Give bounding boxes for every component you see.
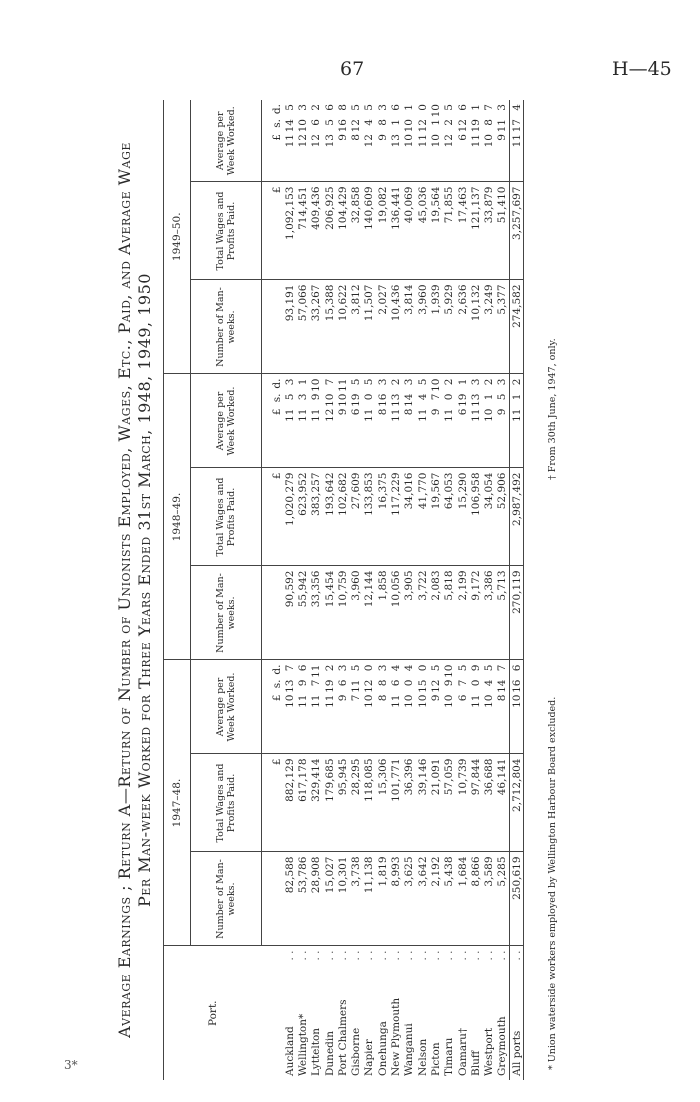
wages-cell: 19,564 (429, 182, 442, 280)
port-name: Wellington* (296, 1013, 309, 1076)
wages-cell: 95,945 (336, 754, 349, 852)
man-weeks-cell: 3,642 (416, 852, 429, 946)
port-name: Port Chalmers (336, 999, 349, 1076)
man-weeks-cell: 11,138 (363, 852, 376, 946)
wages-cell: 45,036 (416, 182, 429, 280)
port-name: Napier (363, 1039, 376, 1076)
page-number: 67 (340, 58, 365, 80)
average-cell: 1196 (296, 664, 309, 708)
man-weeks-cell: 15,388 (323, 280, 336, 374)
average-cell: 10120 (363, 664, 376, 708)
average-cell: 1102 (443, 378, 456, 422)
average-cell: 8147 (496, 664, 509, 702)
wages-header: Total Wages and Profits Paid. (191, 182, 262, 280)
average-cell: 11711 (310, 664, 323, 708)
man-weeks-cell: 3,812 (349, 280, 362, 374)
wages-cell: 32,858 (349, 182, 362, 280)
man-weeks-cell: 9,172 (469, 566, 482, 660)
totals-label: All ports (510, 1030, 523, 1076)
wages-cell: 27,609 (349, 468, 362, 566)
wages-cell: 409,436 (310, 182, 323, 280)
total-average-1948-49: 1112 (510, 378, 523, 422)
average-cell: 953 (496, 378, 509, 416)
wages-cell: 36,396 (403, 754, 416, 852)
wages-cell: 179,685 (323, 754, 336, 852)
port-name: Westport (483, 1027, 496, 1076)
average-cell: 11910 (310, 378, 323, 422)
average-cell: 91011 (336, 378, 349, 416)
average-cell: 1087 (483, 104, 496, 148)
wages-cell: 64,053 (443, 468, 456, 566)
average-cell: 8163 (376, 378, 389, 416)
man-weeks-cell: 10,622 (336, 280, 349, 374)
port-name: Dunedin (323, 1031, 336, 1076)
average-cell: 11120 (416, 104, 429, 148)
total-wages-1949-50: 3,257,697 (510, 182, 524, 280)
man-weeks-cell: 5,929 (443, 280, 456, 374)
avg-header: Average per Week Worked. (191, 374, 262, 468)
port-name: Greymouth (496, 1016, 509, 1076)
man-weeks-cell: 2,636 (456, 280, 469, 374)
man-weeks-cell: 2,192 (429, 852, 442, 946)
average-cell: 12107 (323, 378, 336, 422)
table-title-line-2: Per Man-week Worked for Three Years Ended 31st March, 1948, 1949, 1950 (135, 273, 154, 907)
unit-shillings: s. (270, 393, 283, 403)
wages-cell: 101,771 (389, 754, 402, 852)
table-title-line-1: Average Earnings ; Return A—Return of Number of Unionists Employed, Wages, Etc., Paid, and Average Wage (115, 142, 134, 1038)
average-cell: 9168 (336, 104, 349, 141)
man-weeks-cell: 3,905 (403, 566, 416, 660)
year-header-1947-48: 1947–48. (164, 660, 191, 946)
average-cell: 11132 (390, 378, 403, 422)
unit-pence: d. (270, 378, 283, 389)
total-average-1949-50: 11174 (510, 104, 523, 148)
rotated-content (115, 100, 635, 1080)
wages-cell: 39,146 (416, 754, 429, 852)
average-cell: 11192 (323, 664, 336, 708)
man-weeks-cell: 3,738 (349, 852, 362, 946)
wages-cell: 33,879 (482, 182, 495, 280)
man-weeks-cell: 82,588 (283, 852, 296, 946)
year-header-1949-50: 1949–50. (164, 100, 191, 374)
units-row (270, 100, 283, 1080)
table-row: Bluff . . 8,866 97,844 1109 9,172 106,958 11133 10,132 121,137 11191 (469, 100, 482, 1080)
port-name: Bluff (469, 1050, 482, 1076)
wages-cell: 104,429 (336, 182, 349, 280)
unit-pound: £ (270, 754, 283, 852)
wages-cell: 117,229 (389, 468, 402, 566)
wages-cell: 19,567 (429, 468, 442, 566)
wages-cell: 57,059 (443, 754, 456, 852)
port-name: Lyttelton (310, 1027, 323, 1076)
wages-cell: 140,609 (363, 182, 376, 280)
wages-cell: 51,410 (496, 182, 510, 280)
totals-row: All ports . . 250,619 2,712,804 10166 270,119 2,987,492 1112 274,582 3,257,697 11174 (510, 100, 524, 1080)
average-cell: 1109 (469, 664, 482, 708)
wages-cell: 1,020,279 (283, 468, 296, 566)
wages-cell: 106,958 (469, 468, 482, 566)
average-cell: 1316 (390, 104, 403, 148)
port-name: Nelson (416, 1038, 429, 1076)
man-weeks-cell: 55,942 (296, 566, 309, 660)
man-weeks-cell: 3,625 (403, 852, 416, 946)
total-man-weeks-1948-49: 270,119 (510, 566, 524, 660)
wages-cell: 133,853 (363, 468, 376, 566)
unit-shillings: s. (270, 119, 283, 128)
man-weeks-cell: 15,454 (323, 566, 336, 660)
port-name: Onehunga (376, 1021, 389, 1076)
unit-pound: £ (270, 694, 283, 702)
man-weeks-cell: 28,908 (310, 852, 323, 946)
man-weeks-cell: 5,713 (496, 566, 510, 660)
man-weeks-cell: 5,818 (443, 566, 456, 660)
man-weeks-cell: 53,786 (296, 852, 309, 946)
average-cell: 8125 (350, 104, 363, 141)
average-cell: 675 (456, 664, 469, 702)
average-cell: 1012 (483, 378, 496, 422)
wages-cell: 36,688 (482, 754, 495, 852)
wages-cell: 15,306 (376, 754, 389, 852)
man-weeks-cell: 8,866 (469, 852, 482, 946)
unit-pence: d. (270, 104, 283, 115)
average-cell: 10910 (443, 664, 456, 708)
man-weeks-cell: 1,858 (376, 566, 389, 660)
average-cell: 9113 (496, 104, 509, 141)
wages-cell: 52,906 (496, 468, 510, 566)
port-name: New Plymouth (390, 997, 403, 1076)
avg-header: Average per Week Worked. (191, 100, 262, 182)
man-weeks-cell: 5,377 (496, 280, 510, 374)
man-weeks-cell: 10,056 (389, 566, 402, 660)
man-weeks-cell: 57,066 (296, 280, 309, 374)
wages-cell: 21,091 (429, 754, 442, 852)
wages-cell: 34,016 (403, 468, 416, 566)
wages-cell: 206,925 (323, 182, 336, 280)
footnote-1: * Union waterside workers employed by Wellington Harbour Board excluded. (547, 696, 558, 1070)
wages-cell: 17,463 (456, 182, 469, 280)
unit-pound: £ (270, 468, 283, 566)
wages-cell: 40,069 (403, 182, 416, 280)
table-row: Westport . . 3,589 36,688 1045 3,386 34,054 1012 3,249 33,879 1087 (482, 100, 495, 1080)
port-name: Wanganui (403, 1023, 416, 1076)
man-weeks-cell: 3,249 (482, 280, 495, 374)
man-weeks-cell: 2,027 (376, 280, 389, 374)
table-row: Oamaru† . . 1,684 10,739 675 2,199 15,290 6191 2,636 17,463 6126 (456, 100, 469, 1080)
wages-cell: 623,952 (296, 468, 309, 566)
wages-cell: 136,441 (389, 182, 402, 280)
wages-header: Total Wages and Profits Paid. (191, 754, 262, 852)
average-cell: 7115 (350, 664, 363, 702)
average-cell: 1356 (323, 104, 336, 148)
average-cell: 11191 (469, 104, 482, 148)
average-cell: 8143 (403, 378, 416, 416)
table-row: Onehunga . . 1,819 15,306 883 1,858 16,375 8163 2,027 19,082 983 (376, 100, 389, 1080)
average-cell: 983 (376, 104, 389, 141)
wages-cell: 41,770 (416, 468, 429, 566)
man-weeks-header: Number of Man-weeks. (191, 852, 262, 946)
wages-cell: 617,178 (296, 754, 309, 852)
wages-cell: 102,682 (336, 468, 349, 566)
earnings-table (163, 100, 524, 1080)
average-cell: 6126 (456, 104, 469, 141)
port-header: Port. (164, 946, 262, 1080)
wages-cell: 97,844 (469, 754, 482, 852)
table-row: Wanganui . . 3,625 36,396 1004 3,905 34,016 8143 3,814 40,069 10101 (403, 100, 416, 1080)
port-name: Gisborne (350, 1027, 363, 1076)
average-cell: 1262 (310, 104, 323, 148)
average-cell: 1105 (363, 378, 376, 422)
table-row: Lyttelton . . 28,908 329,414 11711 33,356 383,257 11910 33,267 409,436 1262 (310, 100, 323, 1080)
average-cell: 11145 (283, 104, 296, 148)
man-weeks-cell: 3,589 (482, 852, 495, 946)
man-weeks-cell: 3,386 (482, 566, 495, 660)
average-cell: 883 (376, 664, 389, 702)
average-cell: 12103 (296, 104, 309, 148)
wages-cell: 19,082 (376, 182, 389, 280)
wages-cell: 1,092,153 (283, 182, 296, 280)
wages-cell: 16,375 (376, 468, 389, 566)
average-cell: 10137 (283, 664, 296, 708)
table-row: Greymouth . . 5,285 46,141 8147 5,713 52,906 953 5,377 51,410 9113 (496, 100, 510, 1080)
unit-pound: £ (270, 182, 283, 280)
man-weeks-cell: 93,191 (283, 280, 296, 374)
table-row: Picton . . 2,192 21,091 9125 2,083 19,567 9710 1,939 19,564 10110 (429, 100, 442, 1080)
wages-cell: 882,129 (283, 754, 296, 852)
footnote-2: † From 30th June, 1947, only. (547, 338, 558, 480)
man-weeks-cell: 3,814 (403, 280, 416, 374)
man-weeks-cell: 11,507 (363, 280, 376, 374)
average-cell: 6195 (350, 378, 363, 416)
wages-cell: 714,451 (296, 182, 309, 280)
average-cell: 9125 (429, 664, 442, 702)
man-weeks-cell: 3,960 (349, 566, 362, 660)
man-weeks-cell: 1,819 (376, 852, 389, 946)
average-cell: 11133 (469, 378, 482, 422)
document-reference: H—45 (612, 58, 672, 80)
port-name: Timaru (443, 1037, 456, 1076)
port-name: Auckland (283, 1026, 296, 1076)
wages-cell: 34,054 (482, 468, 495, 566)
unit-pound: £ (270, 408, 283, 416)
unit-pence: d. (270, 664, 283, 675)
table-body (262, 100, 510, 1080)
average-cell: 1225 (443, 104, 456, 148)
average-cell: 963 (336, 664, 349, 702)
man-weeks-cell: 2,083 (429, 566, 442, 660)
table-row: Napier . . 11,138 118,085 10120 12,144 133,853 1105 11,507 140,609 1245 (363, 100, 376, 1080)
average-cell: 1004 (403, 664, 416, 708)
man-weeks-cell: 10,132 (469, 280, 482, 374)
man-weeks-cell: 3,960 (416, 280, 429, 374)
man-weeks-cell: 12,144 (363, 566, 376, 660)
table-row: New Plymouth . . 8,993 101,771 1164 10,056 117,229 11132 10,436 136,441 1316 (389, 100, 402, 1080)
footnotes (547, 110, 558, 1070)
average-cell: 10150 (416, 664, 429, 708)
wages-cell: 193,642 (323, 468, 336, 566)
wages-cell: 383,257 (310, 468, 323, 566)
signature-mark: 3* (64, 1058, 78, 1072)
man-weeks-cell: 33,267 (310, 280, 323, 374)
wages-cell: 10,739 (456, 754, 469, 852)
man-weeks-cell: 33,356 (310, 566, 323, 660)
man-weeks-cell: 90,592 (283, 566, 296, 660)
man-weeks-cell: 10,759 (336, 566, 349, 660)
man-weeks-cell: 15,027 (323, 852, 336, 946)
man-weeks-cell: 5,285 (496, 852, 510, 946)
year-header-1948-49: 1948–49. (164, 374, 191, 660)
table-row: Port Chalmers . . 10,301 95,945 963 10,759 102,682 91011 10,622 104,429 9168 (336, 100, 349, 1080)
wages-cell: 121,137 (469, 182, 482, 280)
average-cell: 1131 (296, 378, 309, 422)
average-cell: 1164 (390, 664, 403, 708)
wages-cell: 71,855 (443, 182, 456, 280)
average-cell: 1245 (363, 104, 376, 148)
average-cell: 1145 (416, 378, 429, 422)
wages-cell: 329,414 (310, 754, 323, 852)
man-weeks-cell: 1,939 (429, 280, 442, 374)
total-man-weeks-1947-48: 250,619 (510, 852, 524, 946)
table-row: Gisborne . . 3,738 28,295 7115 3,960 27,609 6195 3,812 32,858 8125 (349, 100, 362, 1080)
average-cell: 1045 (483, 664, 496, 708)
total-man-weeks-1949-50: 274,582 (510, 280, 524, 374)
total-wages-1948-49: 2,987,492 (510, 468, 524, 566)
table-row: Wellington* . . 53,786 617,178 1196 55,942 623,952 1131 57,066 714,451 12103 (296, 100, 309, 1080)
man-weeks-cell: 1,684 (456, 852, 469, 946)
rotated-table-block (115, 100, 635, 1080)
man-weeks-cell: 5,438 (443, 852, 456, 946)
man-weeks-cell: 3,722 (416, 566, 429, 660)
table-row: Dunedin . . 15,027 179,685 11192 15,454 193,642 12107 15,388 206,925 1356 (323, 100, 336, 1080)
wages-cell: 46,141 (496, 754, 510, 852)
port-name: Picton (429, 1042, 442, 1076)
man-weeks-cell: 2,199 (456, 566, 469, 660)
man-weeks-cell: 10,301 (336, 852, 349, 946)
avg-header: Average per Week Worked. (191, 660, 262, 754)
wages-header: Total Wages and Profits Paid. (191, 468, 262, 566)
man-weeks-cell: 8,993 (389, 852, 402, 946)
average-cell: 10110 (429, 104, 442, 148)
average-cell: 1153 (283, 378, 296, 422)
average-cell: 9710 (429, 378, 442, 416)
man-weeks-cell: 10,436 (389, 280, 402, 374)
wages-cell: 15,290 (456, 468, 469, 566)
table-row: Auckland . . 82,588 882,129 10137 90,592 1,020,279 1153 93,191 1,092,153 11145 (283, 100, 296, 1080)
wages-cell: 28,295 (349, 754, 362, 852)
port-name: Oamaru† (456, 1027, 469, 1076)
man-weeks-header: Number of Man-weeks. (191, 566, 262, 660)
average-cell: 6191 (456, 378, 469, 416)
unit-shillings: s. (270, 679, 283, 689)
unit-pound: £ (270, 134, 283, 141)
man-weeks-header: Number of Man-weeks. (191, 280, 262, 374)
table-row: Nelson . . 3,642 39,146 10150 3,722 41,770 1145 3,960 45,036 11120 (416, 100, 429, 1080)
wages-cell: 118,085 (363, 754, 376, 852)
average-cell: 10101 (403, 104, 416, 148)
total-average-1947-48: 10166 (510, 664, 523, 708)
total-wages-1947-48: 2,712,804 (510, 754, 524, 852)
table-row: Timaru . . 5,438 57,059 10910 5,818 64,053 1102 5,929 71,855 1225 (443, 100, 456, 1080)
